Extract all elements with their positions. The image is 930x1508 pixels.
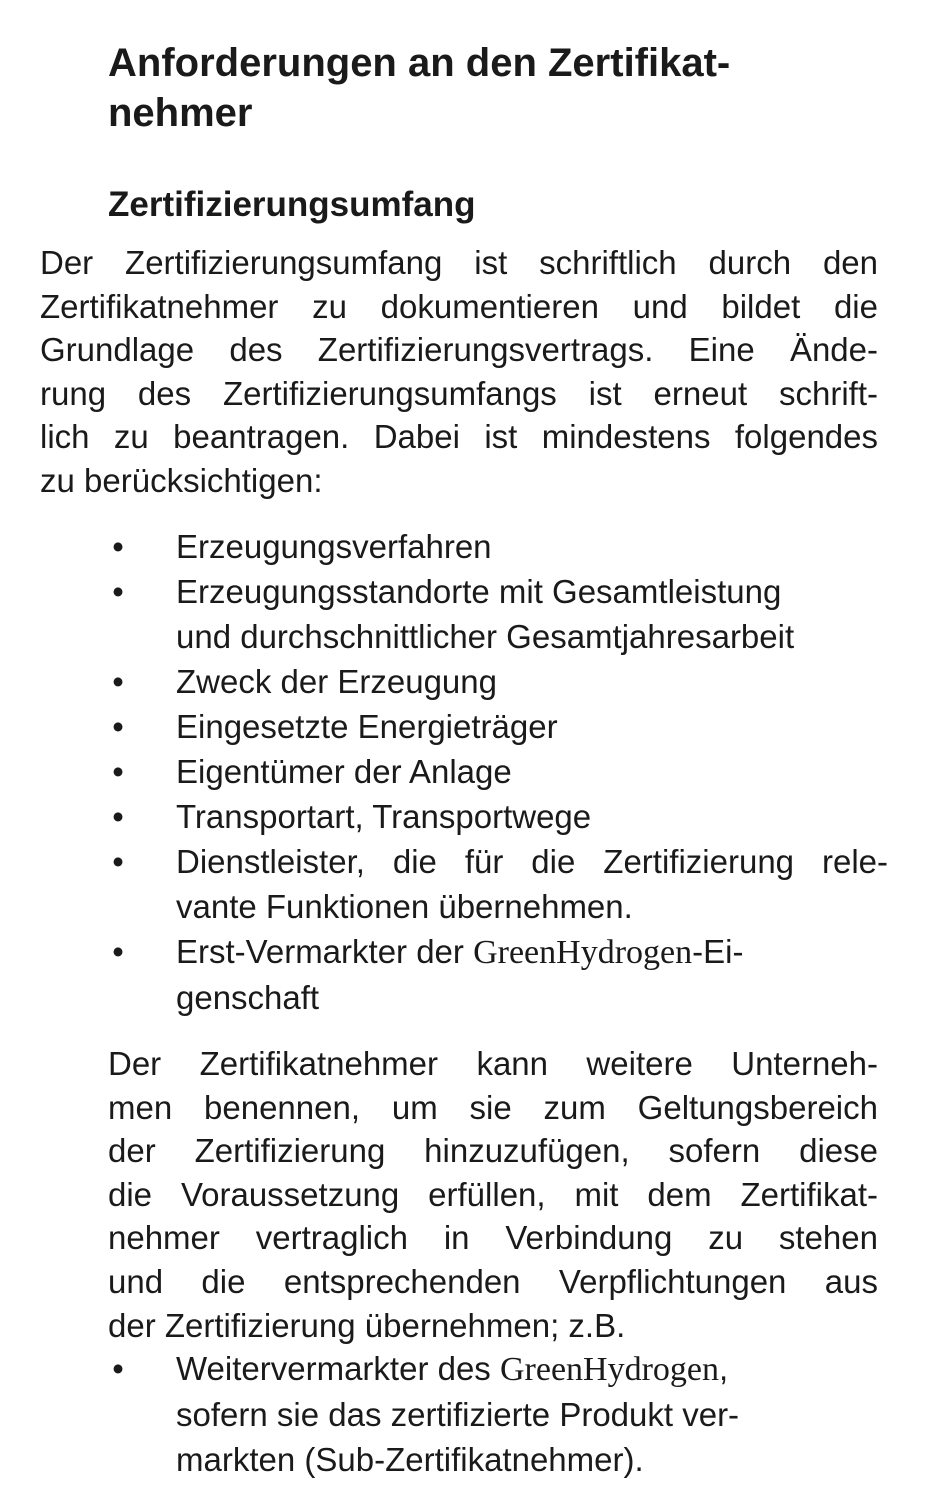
paragraph-line: der Zertifizierung übernehmen; z.B. [108, 1306, 626, 1344]
page-title [108, 38, 730, 138]
paragraph-line: der Zertifizierung hinzuzufügen, sofern diese [108, 1132, 878, 1170]
scope-list [108, 524, 888, 1020]
companies-paragraph [108, 1042, 878, 1347]
list-item-text: Eingesetzte Energieträger [176, 708, 558, 745]
paragraph-line: lich zu beantragen. Dabei ist mindestens folgendes [40, 418, 878, 456]
list-item [108, 704, 888, 749]
list-item [108, 749, 888, 794]
text-run: Erst-Vermarkter der [176, 933, 474, 970]
bullet-icon: • [112, 708, 124, 745]
list-item-text: sofern sie das zertifizierte Produkt ver- [176, 1396, 740, 1433]
text-run: Weitervermarkter des [176, 1350, 500, 1387]
list-item-text [176, 929, 888, 975]
list-item [108, 659, 888, 704]
list-item [108, 794, 888, 839]
paragraph-line: Der Zertifikatnehmer kann weitere Unterneh- [108, 1045, 878, 1082]
list-item-text: Transportart, Transportwege [176, 798, 592, 835]
list-item [108, 524, 888, 569]
bullet-icon: • [112, 528, 124, 565]
text-run: , [719, 1350, 729, 1387]
list-item [108, 569, 888, 659]
example-list [108, 1346, 888, 1482]
paragraph-line: Zertifikatnehmer zu dokumentieren und bildet die [40, 287, 878, 325]
brand-name: GreenHydrogen [473, 934, 693, 971]
paragraph-line: rung des Zertifizierungsumfangs ist erneut schrift- [40, 374, 878, 412]
paragraph-line: nehmer vertraglich in Verbindung zu stehen [108, 1219, 878, 1257]
bullet-icon: • [112, 753, 124, 790]
list-item-text: und durchschnittlicher Gesamtjahresarbeit [176, 618, 795, 655]
paragraph-line: men benennen, um sie zum Geltungsbereich [108, 1088, 878, 1126]
bullet-icon: • [112, 798, 124, 835]
list-item-text: Erzeugungsstandorte mit Gesamtleistung [176, 573, 782, 610]
list-item-text: markten (Sub-Zertifikatnehmer). [176, 1441, 644, 1478]
bullet-icon: • [112, 843, 124, 880]
bullet-icon: • [112, 933, 124, 970]
bullet-icon: • [112, 573, 124, 610]
paragraph-line: die Voraussetzung erfüllen, mit dem Zertifikat- [108, 1175, 878, 1213]
text-run: -Ei- [692, 933, 744, 970]
title-line: nehmer [108, 91, 253, 135]
list-item [108, 929, 888, 1020]
paragraph-line: zu berücksichtigen: [40, 461, 323, 499]
list-item-text: genschaft [176, 979, 320, 1016]
title-line: Anforderungen an den Zertifikat- [108, 41, 731, 85]
list-item [108, 839, 888, 929]
paragraph-line: und die entsprechenden Verpflichtungen aus [108, 1262, 878, 1300]
list-item-text [176, 1346, 888, 1392]
paragraph-line: Grundlage des Zertifizierungsvertrags. Eine Ände- [40, 331, 878, 369]
list-item-text: Eigentümer der Anlage [176, 753, 512, 790]
bullet-icon: • [112, 1350, 124, 1387]
bullet-icon: • [112, 663, 124, 700]
list-item-text: Zweck der Erzeugung [176, 663, 497, 700]
list-item-text: Erzeugungsverfahren [176, 528, 492, 565]
paragraph-line: Der Zertifizierungsumfang ist schriftlich durch den [40, 244, 878, 281]
list-item [108, 1346, 888, 1482]
section-heading: Zertifizierungsumfang [108, 185, 476, 224]
list-item-text: vante Funktionen übernehmen. [176, 888, 633, 925]
list-item-text: Dienstleister, die für die Zertifizierung rele- [176, 843, 888, 880]
intro-paragraph [40, 241, 878, 503]
brand-name: GreenHydrogen [499, 1351, 720, 1388]
